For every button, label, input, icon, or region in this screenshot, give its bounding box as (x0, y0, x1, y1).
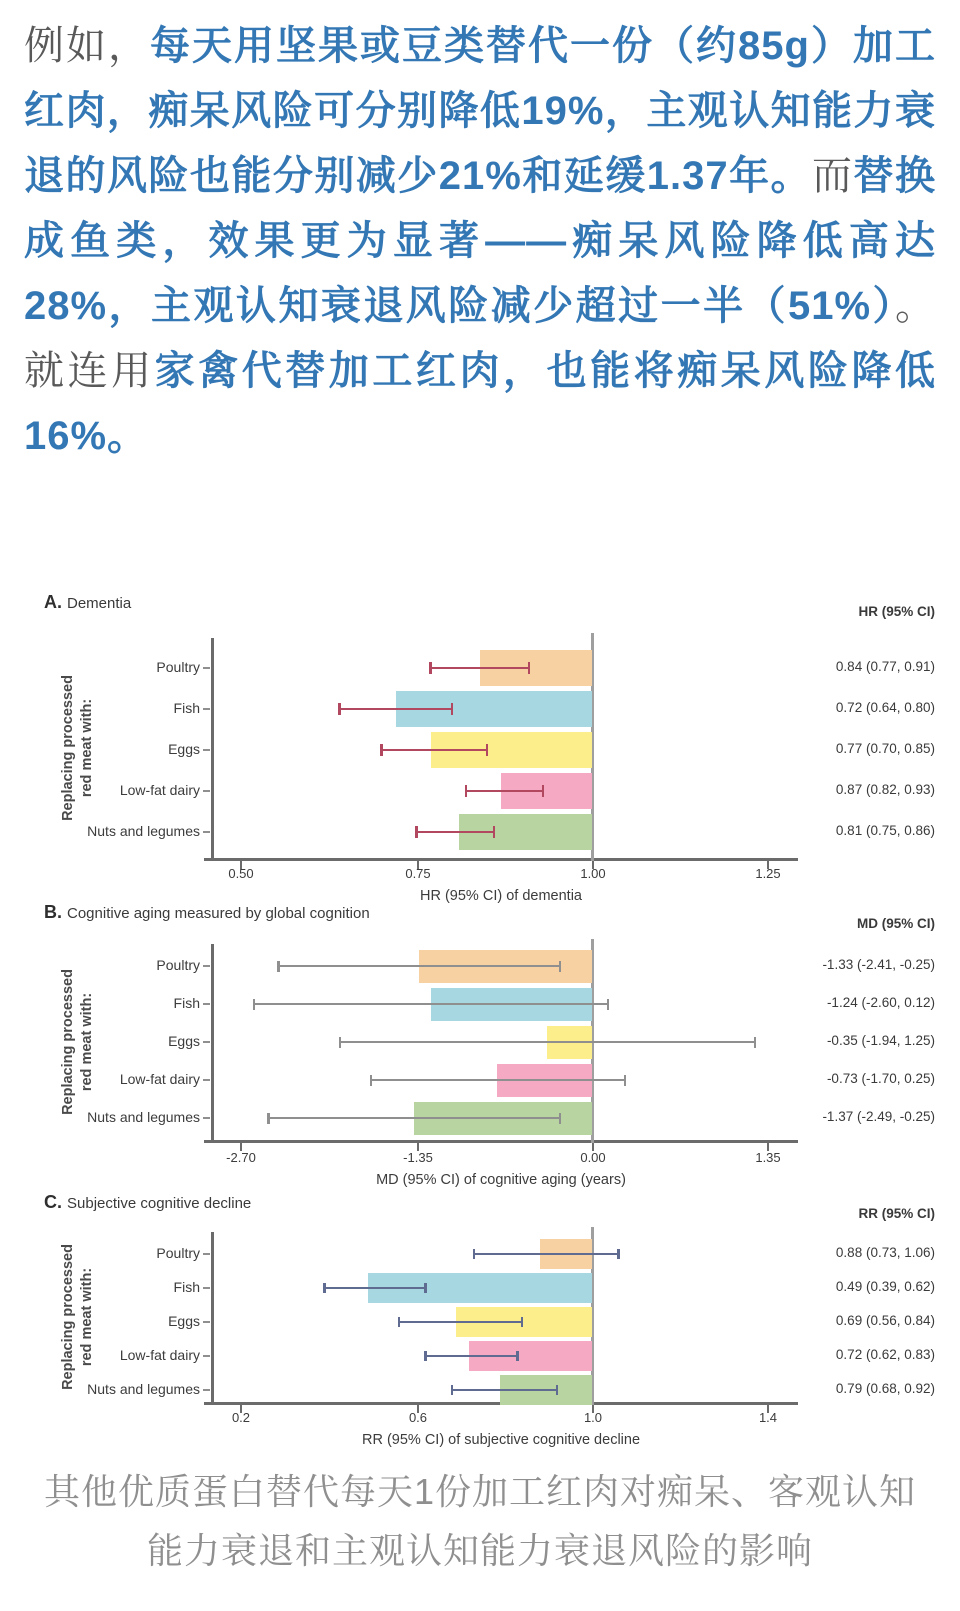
text-segment-highlight: 家禽代替加工红肉，也能将痴呆风险降低16%。 (24, 349, 937, 458)
error-bar-cap-left (370, 1075, 373, 1086)
x-axis-tick-label: 0.75 (405, 866, 431, 881)
error-bar-cap-left (323, 1283, 326, 1293)
error-bar-line (324, 1287, 425, 1290)
x-axis-tick-label: -1.35 (403, 1150, 433, 1165)
category-tick-dash (203, 790, 210, 792)
category-tick-dash (203, 965, 210, 967)
error-bar-cap-left (451, 1385, 454, 1395)
x-axis-tick-label: 1.25 (755, 866, 781, 881)
error-bar-cap-right (617, 1249, 620, 1259)
category-tick-dash (203, 1321, 210, 1323)
y-axis-label-line2: red meat with: (79, 698, 95, 798)
error-bar-line (340, 1041, 755, 1044)
category-tick-dash (203, 749, 210, 751)
error-bar-line (466, 790, 543, 793)
text-segment: 。就连用 (24, 284, 936, 393)
y-axis-label-line1: Replacing processed (60, 1244, 76, 1390)
plot-y-axis-line (211, 638, 214, 858)
error-bar-line (431, 667, 529, 670)
error-bar-line (425, 1355, 517, 1358)
ci-value-text: 0.79 (0.68, 0.92) (835, 1381, 935, 1396)
error-bar-cap-left (267, 1113, 270, 1124)
x-axis-tick-label: 1.0 (583, 1410, 603, 1425)
error-bar-cap-right (542, 785, 545, 797)
error-bar-cap-right (559, 1113, 562, 1124)
category-label: Poultry (156, 1245, 200, 1261)
panel-title-text: Cognitive aging measured by global cognition (67, 905, 370, 922)
category-label: Poultry (156, 957, 200, 973)
figure-caption-line1: 其他优质蛋白替代每天1份加工红肉对痴呆、客观认知 (43, 1471, 917, 1512)
text-segment-highlight: 替换成鱼类，效果更为显著——痴呆风险降低高达28%，主观认知衰退风险减少超过一半（51%） (24, 154, 937, 328)
panel-title-text: Subjective cognitive decline (67, 1195, 252, 1212)
error-bar-line (382, 749, 487, 752)
x-axis-title: HR (95% CI) of dementia (420, 888, 582, 904)
error-bar-cap-right (528, 662, 531, 674)
category-label: Low-fat dairy (119, 1071, 200, 1087)
error-bar-line (371, 1079, 625, 1082)
ci-value-text: 0.81 (0.75, 0.86) (835, 823, 935, 838)
category-tick-dash (203, 708, 210, 710)
error-bar-cap-left (424, 1351, 427, 1361)
x-axis-tick-label: 1.35 (755, 1150, 781, 1165)
category-label: Nuts and legumes (87, 1109, 200, 1125)
plot-x-axis-line (204, 858, 798, 861)
figure-caption-line2: 能力衰退和主观认知能力衰退风险的影响 (146, 1530, 813, 1571)
error-bar-line (254, 1003, 608, 1006)
x-axis-title: RR (95% CI) of subjective cognitive decline (361, 1432, 641, 1448)
error-bar-line (268, 1117, 559, 1120)
error-bar-cap-right (424, 1283, 427, 1293)
error-bar-cap-left (429, 662, 432, 674)
category-label: Eggs (168, 1313, 200, 1329)
y-axis-label-line1: Replacing processed (60, 969, 76, 1115)
x-axis-tick-label: -2.70 (226, 1150, 256, 1165)
ci-value-text: 0.72 (0.64, 0.80) (835, 700, 935, 715)
category-label: Fish (173, 995, 200, 1011)
value-column-header: HR (95% CI) (858, 604, 935, 619)
error-bar-cap-left (338, 703, 341, 715)
error-bar-cap-left (465, 785, 468, 797)
category-label: Nuts and legumes (87, 823, 200, 839)
error-bar-cap-right (521, 1317, 524, 1327)
x-axis-title: MD (95% CI) of cognitive aging (years) (376, 1172, 626, 1188)
error-bar-cap-left (398, 1317, 401, 1327)
category-label: Nuts and legumes (87, 1381, 200, 1397)
category-label: Low-fat dairy (119, 1347, 200, 1363)
text-segment-highlight: 每天用坚果或豆类替代一份（约85g）加工红肉，痴呆风险可分别降低19%，主观认知能力衰退的风险也能分别减少21%和延缓1.37年。 (24, 24, 936, 198)
article-paragraph (24, 14, 936, 469)
category-tick-dash (203, 1079, 210, 1081)
category-tick-dash (203, 1287, 210, 1289)
y-axis-label-line2: red meat with: (79, 992, 95, 1092)
panel-a-title (44, 592, 131, 613)
category-tick-dash (203, 1355, 210, 1357)
ci-value-text: 0.84 (0.77, 0.91) (835, 659, 935, 674)
plot-y-axis-line (211, 1232, 214, 1402)
ci-value-text: -1.37 (-2.49, -0.25) (822, 1109, 935, 1124)
error-bar-cap-right (486, 744, 489, 756)
x-axis-tick-label: 0.00 (580, 1150, 606, 1165)
ci-value-text: 0.88 (0.73, 1.06) (835, 1245, 935, 1260)
ci-value-text: 0.69 (0.56, 0.84) (835, 1313, 935, 1328)
category-tick-dash (203, 1253, 210, 1255)
category-tick-dash (203, 1389, 210, 1391)
x-axis-tick-label: 1.4 (758, 1410, 778, 1425)
error-bar-cap-right (607, 999, 610, 1010)
x-axis-tick-label: 1.00 (580, 866, 606, 881)
value-column-header: MD (95% CI) (856, 916, 935, 931)
error-bar-cap-right (754, 1037, 757, 1048)
category-label: Poultry (156, 659, 200, 675)
error-bar-cap-right (624, 1075, 627, 1086)
error-bar-cap-left (415, 826, 418, 838)
error-bar-cap-right (516, 1351, 519, 1361)
ci-value-text: 0.49 (0.39, 0.62) (835, 1279, 935, 1294)
x-axis-tick-label: 0.6 (408, 1410, 428, 1425)
x-axis-tick-label: 0.50 (228, 866, 254, 881)
value-column-header: RR (95% CI) (858, 1206, 935, 1221)
y-axis-label-line1: Replacing processed (60, 675, 76, 821)
panel-title-letter: C. (44, 1192, 62, 1212)
error-bar-cap-right (451, 703, 454, 715)
panel-c-title (44, 1192, 251, 1213)
category-tick-dash (203, 667, 210, 669)
error-bar-line (339, 708, 451, 711)
panel-title-text: Dementia (67, 595, 132, 612)
plot-y-axis-line (211, 944, 214, 1140)
ci-value-text: 0.72 (0.62, 0.83) (835, 1347, 935, 1362)
category-label: Low-fat dairy (119, 782, 200, 798)
text-segment: 而 (812, 154, 854, 198)
error-bar-cap-right (559, 961, 562, 972)
error-bar-cap-right (556, 1385, 559, 1395)
error-bar-line (399, 1321, 522, 1324)
x-axis-tick-label: 0.2 (231, 1410, 251, 1425)
text-segment: 例如， (24, 24, 151, 68)
error-bar-line (417, 831, 494, 834)
error-bar-line (474, 1253, 619, 1256)
error-bar-cap-left (339, 1037, 342, 1048)
figure-caption (0, 1462, 960, 1580)
ci-value-text: -1.33 (-2.41, -0.25) (822, 957, 935, 972)
error-bar-line (279, 965, 560, 968)
ci-value-text: -0.35 (-1.94, 1.25) (826, 1033, 935, 1048)
error-bar-cap-left (277, 961, 280, 972)
panel-title-letter: A. (44, 592, 62, 612)
category-tick-dash (203, 1041, 210, 1043)
ci-value-text: -0.73 (-1.70, 0.25) (826, 1071, 935, 1086)
category-tick-dash (203, 1117, 210, 1119)
category-label: Eggs (168, 1033, 200, 1049)
category-tick-dash (203, 831, 210, 833)
ci-value-text: 0.87 (0.82, 0.93) (835, 782, 935, 797)
ci-value-text: -1.24 (-2.60, 0.12) (826, 995, 935, 1010)
panel-title-letter: B. (44, 902, 62, 922)
error-bar-cap-right (493, 826, 496, 838)
category-label: Fish (173, 700, 200, 716)
error-bar-cap-left (380, 744, 383, 756)
ci-value-text: 0.77 (0.70, 0.85) (835, 741, 935, 756)
category-tick-dash (203, 1003, 210, 1005)
error-bar-cap-left (253, 999, 256, 1010)
error-bar-line (452, 1389, 557, 1392)
category-label: Fish (173, 1279, 200, 1295)
error-bar-cap-left (473, 1249, 476, 1259)
plot-x-axis-line (204, 1140, 798, 1143)
category-label: Eggs (168, 741, 200, 757)
y-axis-label-line2: red meat with: (79, 1267, 95, 1367)
panel-b-title (44, 902, 370, 923)
